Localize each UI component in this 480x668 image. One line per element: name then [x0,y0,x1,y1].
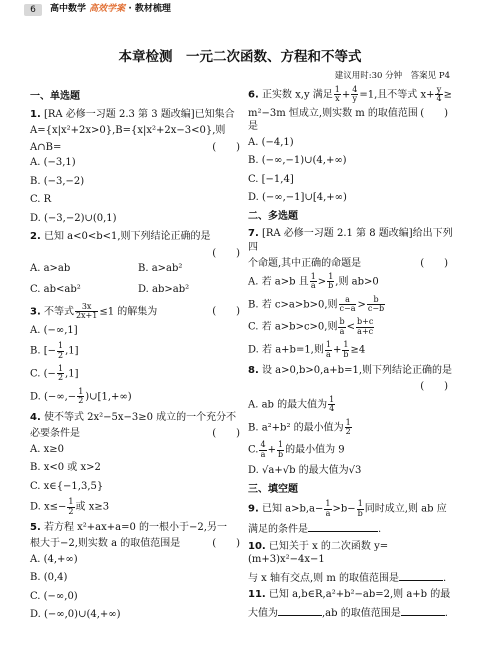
question-5: 5. 若方程 x²+ax+a=0 的一根小于−2,另一 根大于−2,则实数 a 的取值范围是 ( ) A. (4,+∞) B. (0,4) C. (−∞,0) D. (−∞,0)∪(4,+∞) [30,521,240,621]
section-name: 教材梳理 [134,4,171,14]
series-name: 高效学案 [89,4,126,14]
question-6: 6. 正实数 x,y 满足 $\frac{1}{x}$ + $\frac{4}{y}$ =1,且不等式 x+ $\frac{y}{4}$ ≥ m²−3m 恒成立,则实数 m 的取值范围是 ( ) A. (−4,1) B. (−∞,−1)∪(4,+∞) C. [−1,4] D. (−∞,−1]∪[4,+∞) [248,85,452,204]
question-7: 7. [RA 必修一习题 2.1 第 8 题改编]给出下列四 个命题,其中正确的命题是 ( ) A. 若 a>b 且 $\frac{1}{a}$ > $\frac{1}{b}$ ,则 ab>0 B. 若 c>a>b>0,则 $\frac{a}{c-a}$ > $\frac{b}{c-b}$ C. 若 a>b>c>0,则 $\frac{b}{a}$ < $\frac{b+c}{a+c}$ D. 若 a+b=1,则 $\frac{1}{a}$ + $\frac{1}{b}$ ≥4 [248,228,453,359]
option: B. (−3,−2) [30,175,85,187]
option: C. R [30,194,52,205]
question-4: 4. 使不等式 2x²−5x−3≥0 成立的一个充分不 必要条件是 ( ) A. x≥0 B. x<0 或 x>2 C. x∈{−1,3,5} D. x≤− $\frac{1}{2}$ 或 x≥3 [30,411,240,516]
question-10: 10. 已知关于 x 的二次函数 y=(m+3)x²−4x−1 与 x 轴有交点,则 m 的取值范围是 . [248,540,447,584]
question-8: 8. 设 a>0,b>0,a+b=1,则下列结论正确的是 ( ) A. ab 的最大值为 $\frac{1}{4}$ B. a²+b² 的最小值为 $\frac{1}{2}$ C. $\frac{4}{a}$ + $\frac{1}{b}$ 的最小值为 9 D. √a+√b 的最大值为√3 [248,364,452,477]
section-heading: 二、多选题 [248,210,298,222]
section-heading: 三、填空题 [248,483,298,495]
question-11: 11. 已知 a,b∈R,a²+b²−ab=2,则 a+b 的最 大值为 ,ab 的取值范围是 . [248,589,451,619]
page-subtitle: 建议用时:30 分钟 答案见 P4 [334,71,450,81]
answer-blank[interactable] [278,605,322,616]
left-column [30,86,246,627]
option: A. (−3,1) [30,157,76,168]
answer-blank[interactable] [308,521,378,532]
question-3: 3. 不等式 $\frac{3x}{2x+1}$ ≤1 的解集为 ( ) A. (−∞,1] B. [− $\frac{1}{2}$ ,1] C. (− $\frac{1}{2}$ ,1] D. (−∞,− $\frac{1}{2}$ )∪[1,+∞) [30,302,240,406]
question-9: 9. 已知 a>b,a− $\frac{1}{a}$ >b− $\frac{1}{b}$ 同时成立,则 ab 应 满足的条件是 . [248,499,447,536]
page-number: 6 [24,4,42,16]
option: D. (−3,−2)∪(0,1) [30,212,117,224]
question-2: 2. 已知 a<0<b<1,则下列结论正确的是 ( ) A. a>ab B. a>ab² C. ab<ab² D. ab>ab² [30,231,240,295]
answer-blank[interactable] [399,570,443,581]
header-text: 高中数学 高效学案 · 教材梳理 [50,4,171,14]
book-name: 高中数学 [50,4,87,14]
right-column [248,86,454,623]
section-heading: 一、单选题 [30,91,80,102]
page-title: 本章检测 一元二次函数、方程和不等式 [118,49,362,65]
answer-blank[interactable] [401,605,445,616]
page-header [0,0,480,22]
question-1: 1. [RA 必修一习题 2.3 第 3 题改编]已知集合 A={x|x²+2x>0},B={x|x²+2x−3<0},则 A∩B= ( ) A. (−3,1) B. (−3,−2) C. R D. (−3,−2)∪(0,1) [30,108,246,226]
